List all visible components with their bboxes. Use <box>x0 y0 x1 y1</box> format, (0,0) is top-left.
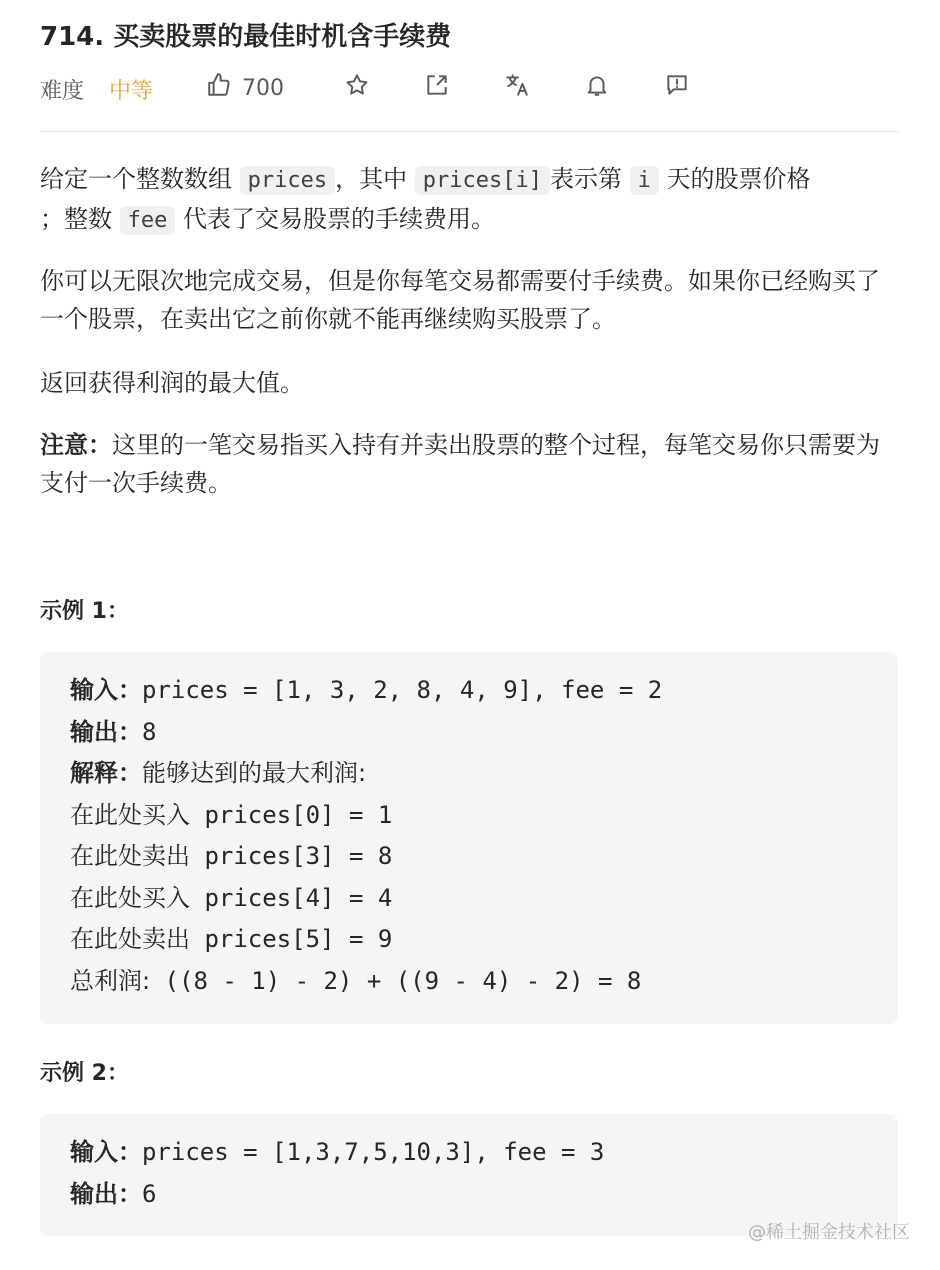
share-icon <box>424 72 450 102</box>
description-paragraph-2: 你可以无限次地完成交易，但是你每笔交易都需要付手续费。如果你已经购买了一个股票，在卖出它之前你就不能再继续购买股票了。 <box>40 267 880 333</box>
feedback-button[interactable] <box>662 72 692 102</box>
difficulty-badge: 中等 <box>109 79 154 104</box>
example-2-input-row: 输入：prices = [1,3,7,5,10,3], fee = 3 <box>70 1138 605 1166</box>
example-1-codeblock <box>40 652 898 1024</box>
inline-code-fee: fee <box>120 206 176 235</box>
example-1-input-row: 输入：prices = [1, 3, 2, 8, 4, 9], fee = 2 <box>70 676 663 704</box>
description-paragraph-3: 返回获得利润的最大值。 <box>40 369 304 397</box>
like-button[interactable] <box>206 72 284 104</box>
thumbs-up-icon <box>206 72 232 104</box>
header-divider <box>40 131 898 132</box>
example-2-output-row: 输出：6 <box>70 1179 157 1208</box>
example-1-step-row: 在此处卖出 prices[5] = 9 <box>70 925 393 953</box>
example-1-title: 示例 1： <box>40 599 129 624</box>
favorite-button[interactable] <box>342 72 372 102</box>
description-paragraph-1: 给定一个整数数组 prices ，其中 prices[i] 表示第 i 天的股票价格 ；整数 fee 代表了交易股票的手续费用。 <box>40 165 811 233</box>
example-1-explain-row: 解释：能够达到的最大利润: <box>70 759 367 787</box>
example-1-output-row: 输出：8 <box>70 717 157 746</box>
difficulty-label: 难度 <box>40 79 85 104</box>
inline-code-i: i <box>630 166 659 195</box>
share-button[interactable] <box>422 72 452 102</box>
translate-icon <box>504 72 530 102</box>
watermark: @稀土掘金技术社区 <box>748 1222 910 1243</box>
bell-icon <box>584 72 610 102</box>
inline-code-prices: prices <box>240 166 335 195</box>
note-text: 这里的一笔交易指买入持有并卖出股票的整个过程，每笔交易你只需要为支付一次手续费。 <box>40 431 880 497</box>
example-1-step-row: 在此处卖出 prices[3] = 8 <box>70 842 393 870</box>
description-note <box>40 426 898 502</box>
note-label: 注意： <box>40 431 112 459</box>
like-count: 700 <box>242 75 284 101</box>
example-1-total-row: 总利润: ((8 - 1) - 2) + ((9 - 4) - 2) = 8 <box>70 966 642 995</box>
problem-title: 714. 买卖股票的最佳时机含手续费 <box>40 22 452 52</box>
inline-code-prices-i: prices[i] <box>415 166 550 195</box>
star-icon <box>344 72 370 102</box>
example-1-step-row: 在此处买入 prices[0] = 1 <box>70 800 393 829</box>
feedback-icon <box>664 72 690 102</box>
example-1-step-row: 在此处买入 prices[4] = 4 <box>70 883 393 912</box>
problem-meta-bar <box>40 68 898 108</box>
subscribe-button[interactable] <box>582 72 612 102</box>
example-2-title: 示例 2： <box>40 1061 129 1086</box>
translate-button[interactable] <box>502 72 532 102</box>
